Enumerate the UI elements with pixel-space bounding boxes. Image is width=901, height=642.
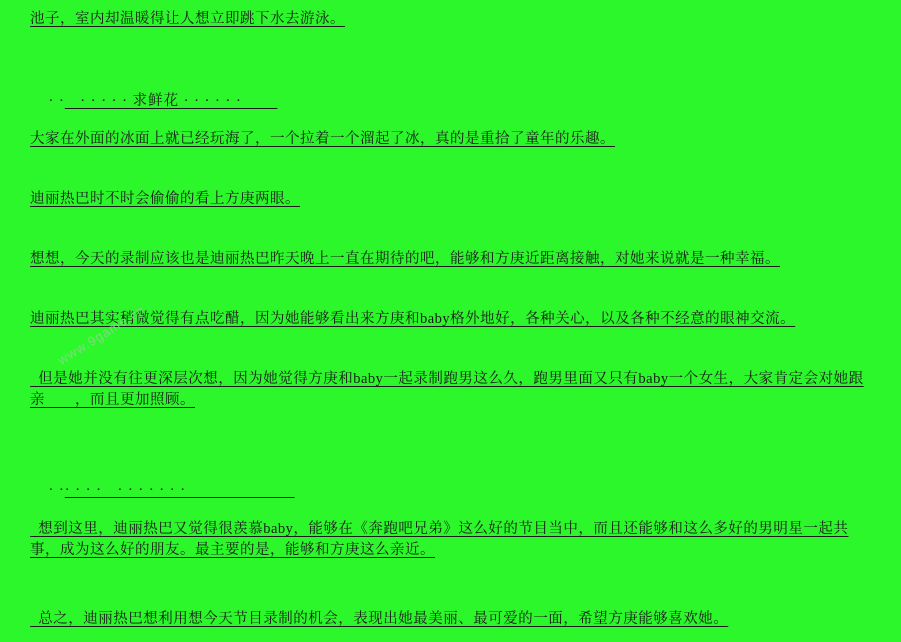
divider-dots-prefix: · · bbox=[48, 482, 65, 498]
paragraph-1: 池子，室内却温暖得让人想立即跳下水去游泳。 bbox=[30, 11, 345, 27]
watermark-text: www.9game.cn bbox=[55, 301, 148, 368]
paragraph-5: 迪丽热巴其实稍微觉得有点吃醋，因为她能够看出来方庚和baby格外地好，各种关心，以及各种不经意的眼神交流。 bbox=[30, 311, 796, 327]
paragraph-8: 总之，迪丽热巴想利用想今天节目录制的机会，表现出她最美丽、最可爱的一面，希望方庚能够喜欢她。 bbox=[30, 611, 729, 627]
section-divider-1 bbox=[30, 70, 277, 133]
paragraph-2: 大家在外面的冰面上就已经玩海了，一个拉着一个溜起了冰，真的是重拾了童年的乐趣。 bbox=[30, 131, 615, 147]
paragraph-6: 但是她并没有往更深层次想，因为她觉得方庚和baby一起录制跑男这么久，跑男里面又只有baby一个女生，大家肯定会对她跟亲 ，而且更加照顾。 bbox=[30, 371, 864, 408]
paragraph-3: 迪丽热巴时不时会偷偷的看上方庚两眼。 bbox=[30, 191, 300, 207]
divider-underlined-text: · · · · · · · · · · · bbox=[64, 482, 295, 498]
divider-dots-prefix: · · bbox=[48, 93, 65, 109]
paragraph-7: 想到这里，迪丽热巴又觉得很羡慕baby，能够在《奔跑吧兄弟》这么好的节目当中，而且还能够和这么多好的男明星一起共事，成为这么好的朋友。最主要的是，能够和方庚这么亲近。 bbox=[30, 521, 849, 558]
paragraph-4: 想想，今天的录制应该也是迪丽热巴昨天晚上一直在期待的吧，能够和方庚近距离接触，对她来说就是一种幸福。 bbox=[30, 251, 780, 267]
section-divider-2 bbox=[30, 459, 295, 522]
divider-underlined-text: · · · · · 求鲜花 · · · · · · bbox=[64, 93, 278, 109]
